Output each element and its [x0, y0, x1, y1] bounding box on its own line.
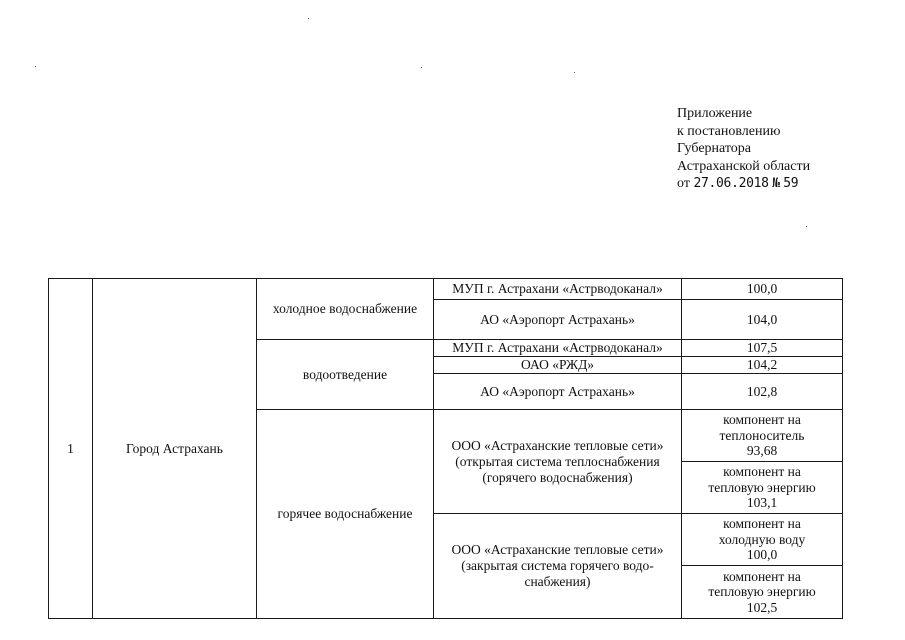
org-name-line: ООО «Астраханские тепловые сети» — [451, 437, 664, 453]
component-cell — [682, 410, 843, 462]
org-cell-open-system — [434, 410, 682, 514]
org-cell: МУП г. Астрахани «Астрводоканал» — [434, 279, 682, 300]
org-name-line: (горячего водоснабжения) — [482, 469, 633, 485]
component-value: 93,68 — [746, 443, 778, 459]
scan-speck — [574, 72, 575, 73]
org-cell: МУП г. Астрахани «Астрводоканал» — [434, 340, 682, 357]
service-cold-water: холодное водоснабжение — [257, 279, 434, 340]
header-line-date — [677, 175, 810, 193]
component-label-line: тепловую энергию — [708, 584, 816, 600]
value-cell: 107,5 — [682, 340, 843, 357]
org-name-line: ООО «Астраханские тепловые сети» — [451, 542, 664, 557]
component-cell — [682, 566, 843, 619]
tariff-table — [48, 278, 843, 619]
value-cell: 102,8 — [682, 374, 843, 410]
org-cell-closed-system — [434, 514, 682, 619]
component-label-line: теплоноситель — [719, 427, 805, 443]
header-line-resolution: к постановлению — [677, 123, 781, 139]
header-line-region: Астраханской области — [677, 158, 811, 174]
org-name-line: (открытая система теплоснабжения — [455, 453, 660, 469]
component-value: 102,5 — [746, 599, 778, 615]
component-label-line: компонент на — [723, 568, 801, 584]
org-cell: АО «Аэропорт Астрахань» — [434, 300, 682, 340]
date-prefix: от — [677, 176, 690, 191]
scan-speck — [35, 66, 36, 67]
component-label-line: компонент на — [723, 464, 801, 480]
value-cell: 100,0 — [682, 279, 843, 300]
scan-speck — [308, 18, 309, 19]
scan-speck — [421, 67, 422, 68]
component-value: 103,1 — [746, 495, 778, 511]
component-cell — [682, 514, 843, 566]
value-cell: 104,0 — [682, 300, 843, 340]
component-cell — [682, 462, 843, 514]
number-sign: № — [772, 176, 780, 191]
component-value: 100,0 — [746, 547, 778, 563]
document-number: 59 — [783, 176, 799, 191]
component-label-line: компонент на — [723, 516, 801, 532]
service-sewerage: водоотведение — [257, 340, 434, 410]
appendix-header — [677, 105, 810, 193]
org-cell: ОАО «РЖД» — [434, 357, 682, 374]
org-name-line: снабжения) — [524, 574, 591, 589]
document-date: 27.06.2018 — [693, 176, 769, 191]
value-cell: 104,2 — [682, 357, 843, 374]
org-name-line: (закрытая система горячего водо- — [461, 558, 654, 573]
header-line-appendix: Приложение — [677, 106, 753, 121]
table-row — [49, 279, 843, 300]
city-cell: Город Астрахань — [93, 279, 257, 619]
component-label-line: тепловую энергию — [708, 479, 816, 495]
row-number-cell: 1 — [49, 279, 93, 619]
component-label-line: холодную воду — [718, 531, 806, 547]
component-label-line: компонент на — [723, 412, 801, 428]
header-line-governor: Губернатора — [677, 141, 752, 156]
scan-speck — [806, 226, 807, 227]
service-hot-water: горячее водоснабжение — [257, 410, 434, 619]
org-cell: АО «Аэропорт Астрахань» — [434, 374, 682, 410]
